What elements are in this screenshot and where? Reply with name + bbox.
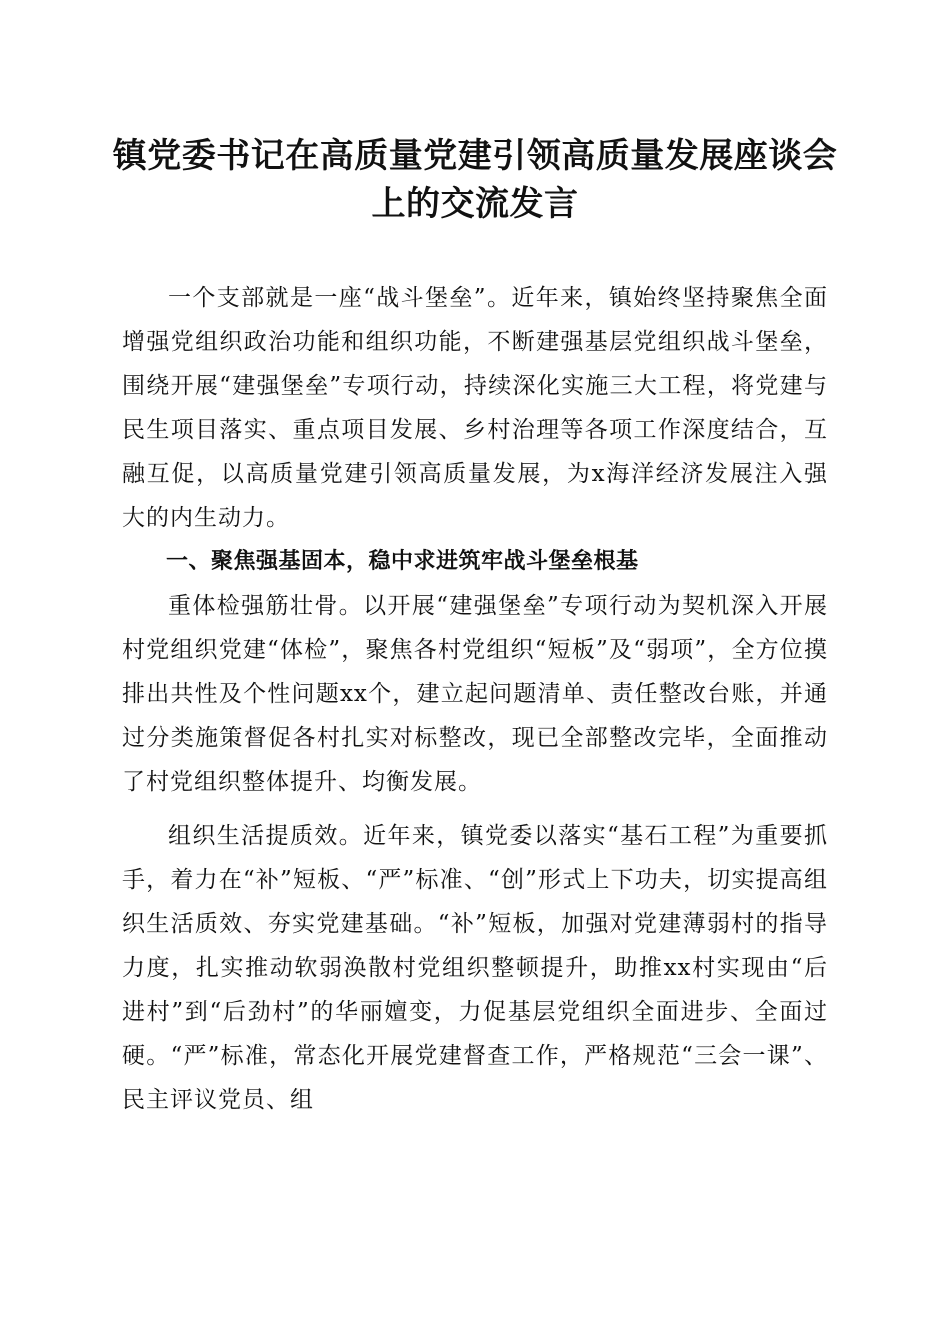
intro-paragraph: 一个支部就是一座“战斗堡垒”。近年来，镇始终坚持聚焦全面增强党组织政治功能和组织功能，不断建强基层党组织战斗堡垒，围绕开展“建强堡垒”专项行动，持续深化实施三大工程，将党建与民生项目落实、重点项目发展、乡村治理等各项工作深度结合，互融互促，以高质量党建引领高质量发展，为x海洋经济发展注入强大的内生动力。	[122, 285, 828, 531]
section-1-paragraph-1: 重体检强筋壮骨。以开展“建强堡垒”专项行动为契机深入开展村党组织党建“体检”，聚焦各村党组织“短板”及“弱项”，全方位摸排出共性及个性问题xx个，建立起问题清单、责任整改台账，并通过分类施策督促各村扎实对标整改，现已全部整改完毕，全面推动了村党组织整体提升、均衡发展。	[122, 593, 828, 795]
document-body	[122, 276, 828, 1122]
section-1-heading: 一、聚焦强基固本，稳中求进筑牢战斗堡垒根基	[166, 549, 639, 574]
document-title: 镇党委书记在高质量党建引领高质量发展座谈会上的交流发言	[112, 136, 838, 224]
section-1-paragraph-2: 组织生活提质效。近年来，镇党委以落实“基石工程”为重要抓手，着力在“补”短板、“严”标准、“创”形式上下功夫，切实提高组织生活质效、夯实党建基础。“补”短板，加强对党建薄弱村的指导力度，扎实推动软弱涣散村党组织整顿提升，助推xx村实现由“后进村”到“后劲村”的华丽嬗变，力促基层党组织全面进步、全面过硬。“严”标准，常态化开展党建督查工作，严格规范“三会一课”、民主评议党员、组	[122, 823, 828, 1113]
